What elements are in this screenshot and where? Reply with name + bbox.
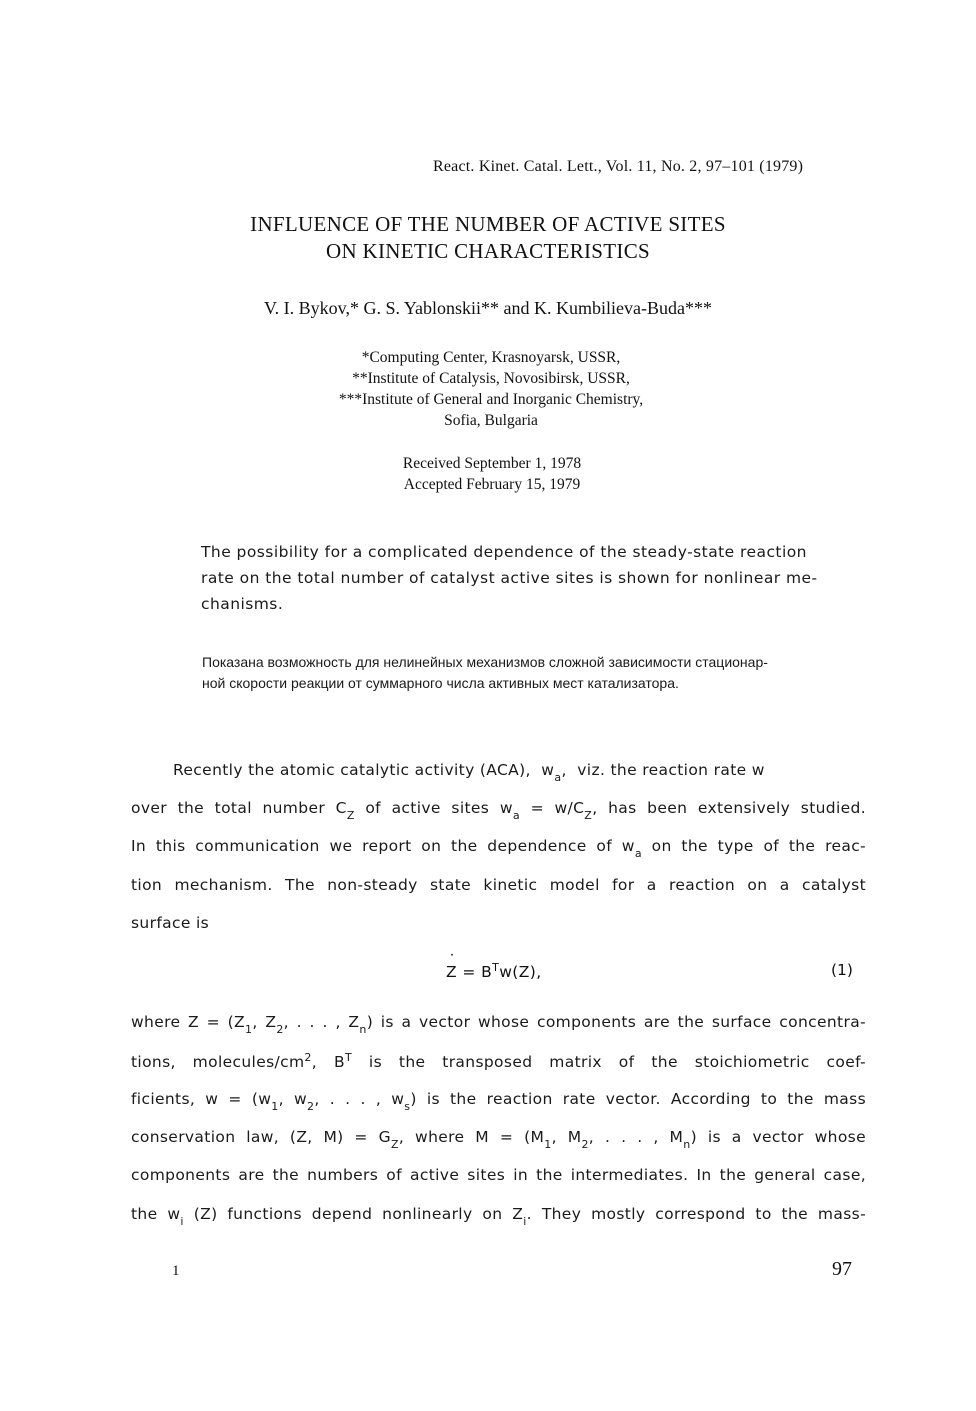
body-line: In this communication we report on the dependence of $w_a$ on the type of the reac- — [131, 837, 867, 860]
abstract-en-line-2: rate on the total number of catalyst active sites is shown for nonlinear me- — [201, 569, 818, 587]
abstract-en-line-1: The possibility for a complicated dependence of the steady-state reaction — [201, 543, 807, 561]
body-line: tion mechanism. The non-steady state kinetic model for a reaction on a catalyst — [131, 876, 866, 894]
abstract-en-line-3: chanisms. — [201, 595, 284, 613]
body-line: components are the numbers of active sites in the intermediates. In the general case, — [131, 1166, 866, 1184]
accepted-date: Accepted February 15, 1979 — [403, 476, 581, 493]
journal-citation: React. Kinet. Catal. Lett., Vol. 11, No. 2, 97–101 (1979) — [433, 158, 804, 175]
body-line: ficients, $w = (w_1$, $w_2$, . . . , $w_s$) is the reaction rate vector. According to the mass — [131, 1090, 866, 1113]
equation-1-number: (1) — [831, 961, 853, 979]
body-line: over the total number $C_Z$ of active sites $w_a = w/C_Z$, has been extensively studied. — [131, 799, 866, 822]
abstract-ru-line-2: ной скорости реакции от суммарного числа активных мест катализатора. — [202, 675, 679, 691]
equation-1: ˙ $Z = B^Tw(Z)$, — [446, 961, 542, 981]
page-number: 97 — [832, 1258, 852, 1280]
affiliation-2: **Institute of Catalysis, Novosibirsk, USSR, — [352, 370, 630, 387]
paper-title-line-2: ON KINETIC CHARACTERISTICS — [326, 239, 650, 263]
signature-mark: 1 — [172, 1263, 180, 1279]
paper-title-line-1: INFLUENCE OF THE NUMBER OF ACTIVE SITES — [250, 212, 726, 236]
body-line: surface is — [131, 914, 210, 932]
abstract-ru-line-1: Показана возможность для нелинейных механизмов сложной зависимости стационар- — [202, 654, 768, 670]
received-date: Received September 1, 1978 — [402, 455, 582, 472]
affiliation-1: *Computing Center, Krasnoyarsk, USSR, — [361, 349, 621, 366]
body-line: the $w_i$ (Z) functions depend nonlinearly on $Z_i$. They mostly correspond to the mass- — [131, 1205, 867, 1228]
affiliation-3: ***Institute of General and Inorganic Chemistry, — [338, 391, 644, 408]
body-line: conservation law, (Z, $M) = G_Z$, where $M = (M_1$, $M_2$, . . . , $M_n$) is a vector whose — [131, 1128, 866, 1151]
body-line: tions, molecules/$cm^2$, $B^T$ is the transposed matrix of the stoichiometric coef- — [131, 1051, 866, 1071]
body-line: where $Z = (Z_1$, $Z_2$, . . . , $Z_n$) is a vector whose components are the surface concentra- — [131, 1013, 866, 1036]
body-line: Recently the atomic catalytic activity (ACA), $w_a$, viz. the reaction rate w — [173, 761, 765, 784]
affiliation-4: Sofia, Bulgaria — [444, 412, 538, 429]
author-list: V. I. Bykov,* G. S. Yablonskii** and K. Kumbilieva-Buda*** — [263, 298, 712, 318]
